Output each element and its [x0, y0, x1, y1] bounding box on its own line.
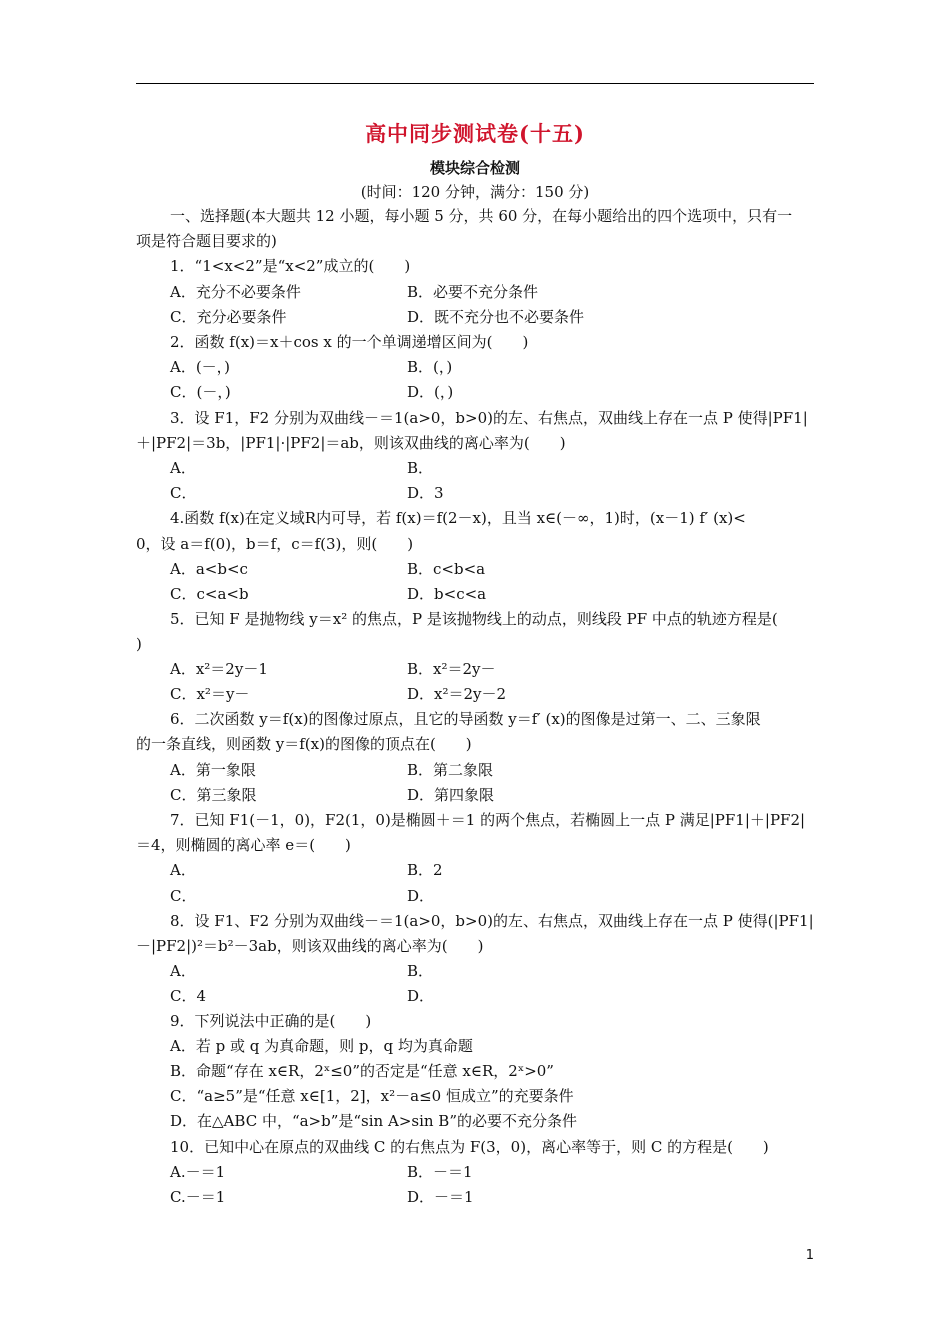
q6-option-d: D．第四象限: [407, 786, 495, 804]
question-9-stem: 9．下列说法中正确的是( ): [170, 1012, 372, 1030]
question-8-stem-cont: －|PF2|)²＝b²－3ab，则该双曲线的离心率为( ): [136, 937, 484, 955]
question-6-stem-cont: 的一条直线，则函数 y＝f(x)的图像的顶点在( ): [136, 735, 472, 753]
q1-option-b: B．必要不充分条件: [407, 283, 539, 301]
question-5-stem-cont: ): [136, 635, 142, 653]
exam-subtitle: 模块综合检测: [429, 159, 520, 177]
q8-option-a: A．: [170, 962, 196, 980]
q4-option-c: C．c<a<b: [170, 585, 249, 603]
section-heading: 一、选择题(本大题共 12 小题，每小题 5 分，共 60 分，在每小题给出的四个选项中，只有一: [170, 207, 793, 225]
q3-option-c: C．: [170, 484, 197, 502]
q6-option-a: A．第一象限: [170, 761, 256, 779]
q10-option-a: A.－＝1: [170, 1163, 226, 1181]
q10-option-b: B．－＝1: [407, 1163, 473, 1181]
q3-option-d: D．3: [407, 484, 444, 502]
q5-option-c: C．x²＝y－: [170, 685, 250, 703]
question-4-stem-cont: 0，设 a＝f(0)，b＝f，c＝f(3)，则( ): [136, 535, 414, 553]
q3-option-a: A．: [170, 459, 196, 477]
q5-option-d: D．x²＝2y－2: [407, 685, 507, 703]
q7-option-d: D．: [407, 887, 435, 905]
q4-option-a: A．a<b<c: [170, 560, 248, 578]
exam-title: 高中同步测试卷(十五): [365, 121, 585, 146]
question-3-stem: 3．设 F1，F2 分别为双曲线－＝1(a>0，b>0)的左、右焦点，双曲线上存在一点 P 使得|PF1|: [170, 409, 808, 427]
question-6-stem: 6．二次函数 y＝f(x)的图像过原点，且它的导函数 y＝f′ (x)的图像是过第一、二、三象限: [170, 710, 761, 728]
q6-option-c: C．第三象限: [170, 786, 257, 804]
q4-option-d: D．b<c<a: [407, 585, 487, 603]
q6-option-b: B．第二象限: [407, 761, 494, 779]
q5-option-a: A．x²＝2y－1: [170, 660, 268, 678]
page-number: 1: [805, 1248, 814, 1263]
question-2-stem: 2．函数 f(x)＝x＋cos x 的一个单调递增区间为( ): [170, 333, 529, 351]
question-8-stem: 8．设 F1、F2 分别为双曲线－＝1(a>0，b>0)的左、右焦点，双曲线上存在一点 P 使得(|PF1|: [170, 912, 814, 930]
section-heading-cont: 项是符合题目要求的): [136, 232, 277, 250]
question-10-stem: 10．已知中心在原点的双曲线 C 的右焦点为 F(3，0)，离心率等于，则 C 的方程是( ): [170, 1138, 769, 1156]
q2-option-b: B．(，): [407, 358, 453, 376]
question-1-stem: 1．“1<x<2”是“x<2”成立的( ): [170, 257, 411, 275]
q9-option-d: D．在△ABC 中，“a>b”是“sin A>sin B”的必要不充分条件: [170, 1112, 578, 1130]
q8-option-d: D．: [407, 987, 435, 1005]
question-7-stem: 7．已知 F1(－1，0)，F2(1，0)是椭圆＋＝1 的两个焦点，若椭圆上一点 P 满足|PF1|＋|PF2|: [170, 811, 806, 829]
q9-option-c: C．“a≥5”是“任意 x∈[1，2]，x²－a≤0 恒成立”的充要条件: [170, 1087, 574, 1105]
q10-option-c: C.－＝1: [170, 1188, 226, 1206]
q1-option-d: D．既不充分也不必要条件: [407, 308, 585, 326]
question-7-stem-cont: ＝4，则椭圆的离心率 e＝( ): [136, 836, 351, 854]
q3-option-b: B．: [407, 459, 434, 477]
time-info: (时间：120 分钟，满分：150 分): [360, 183, 590, 201]
question-5-stem: 5．已知 F 是抛物线 y＝x² 的焦点，P 是该抛物线上的动点，则线段 PF 中点的轨迹方程是(: [170, 610, 778, 628]
q10-option-d: D．－＝1: [407, 1188, 474, 1206]
q2-option-d: D．(，): [407, 383, 454, 401]
question-3-stem-cont: ＋|PF2|＝3b，|PF1|·|PF2|＝ab，则该双曲线的离心率为( ): [136, 434, 566, 452]
q5-option-b: B．x²＝2y－: [407, 660, 496, 678]
q7-option-b: B．2: [407, 861, 443, 879]
q4-option-b: B．c<b<a: [407, 560, 486, 578]
q1-option-c: C．充分必要条件: [170, 308, 287, 326]
q7-option-c: C．: [170, 887, 197, 905]
q9-option-b: B．命题“存在 x∈R，2ˣ≤0”的否定是“任意 x∈R，2ˣ>0”: [170, 1062, 554, 1080]
question-4-stem: 4.函数 f(x)在定义域R内可导，若 f(x)＝f(2－x)，且当 x∈(－∞，1)时，(x－1) f′ (x)<: [170, 509, 746, 527]
q8-option-c: C．4: [170, 987, 207, 1005]
header-rule: [136, 83, 814, 84]
q9-option-a: A．若 p 或 q 为真命题，则 p，q 均为真命题: [170, 1037, 473, 1055]
q2-option-a: A．(－，): [170, 358, 231, 376]
q1-option-a: A．充分不必要条件: [170, 283, 301, 301]
q2-option-c: C．(－，): [170, 383, 231, 401]
q7-option-a: A．: [170, 861, 196, 879]
q8-option-b: B．: [407, 962, 434, 980]
